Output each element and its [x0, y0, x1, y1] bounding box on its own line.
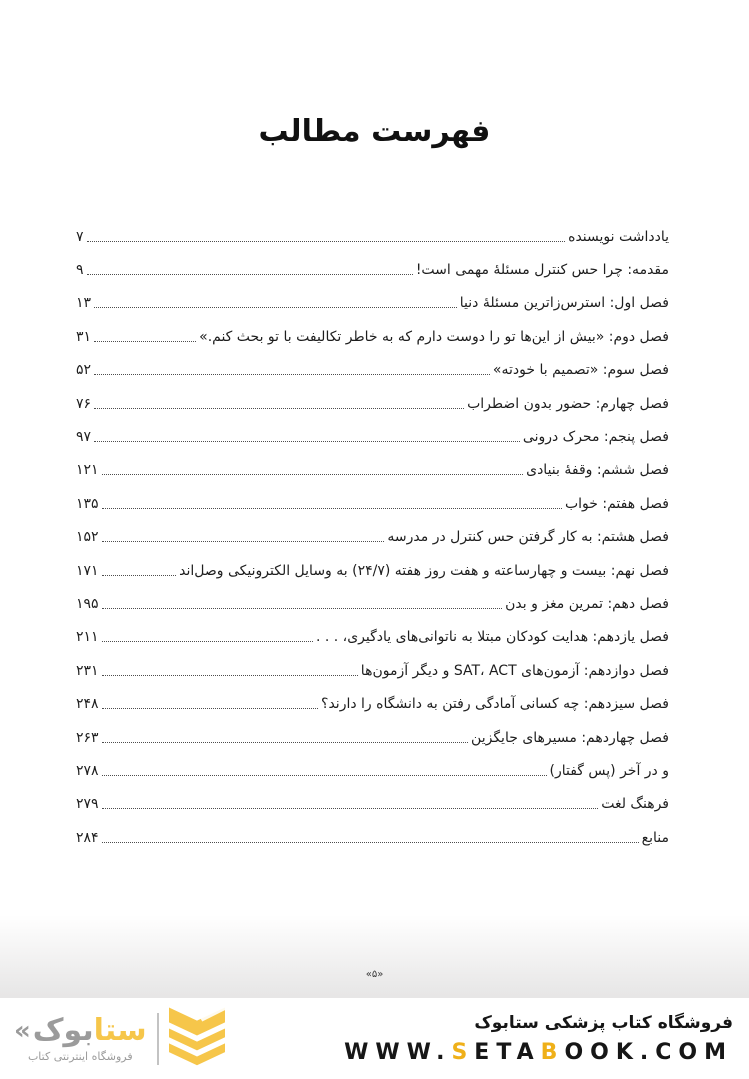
toc-entry-label: و در آخر (پس گفتار) — [549, 762, 669, 779]
toc-entry-page: ۱۳۵ — [76, 495, 99, 512]
toc-dot-leader — [102, 575, 177, 576]
toc-row — [76, 454, 669, 487]
toc-entry-page: ۲۱۱ — [76, 629, 99, 646]
toc-row — [76, 220, 669, 253]
toc-dot-leader — [102, 708, 318, 709]
toc-entry-label: فصل هفتم: خواب — [564, 495, 669, 512]
toc-dot-leader — [102, 742, 468, 743]
toc-entry-page: ۱۲۱ — [76, 462, 99, 479]
toc-row — [76, 554, 669, 587]
toc-dot-leader — [102, 641, 313, 642]
toc-dot-leader — [94, 307, 457, 308]
toc-entry-label: فصل نهم: بیست و چهارساعته و هفت روز هفته (۲۴/۷) به وسایل الکترونیکی وصل‌اند — [179, 562, 669, 579]
toc-dot-leader — [94, 441, 520, 442]
page-title: فهرست مطالب — [258, 114, 491, 149]
wordmark-gray-part: بوک — [32, 1013, 94, 1048]
toc-entry-label: فصل ششم: وقفهٔ بنیادی — [526, 462, 669, 479]
toc-row — [76, 587, 669, 620]
toc-entry-page: ۳۱ — [76, 328, 92, 345]
wordmark-yellow-part: ستا — [93, 1013, 147, 1048]
toc-entry-label: فصل دوم: «بیش از این‌ها تو را دوست دارم که به خاطر تکالیفت با تو بحث کنم.» — [199, 328, 669, 345]
toc-entry-label: فصل یازدهم: هدایت کودکان مبتلا به ناتوانی‌های یادگیری، . . . — [315, 629, 669, 646]
toc-dot-leader — [94, 408, 464, 409]
toc-entry-page: ۱۷۱ — [76, 562, 99, 579]
toc-row — [76, 788, 669, 821]
url-accent-letter: S — [451, 1039, 475, 1065]
toc-row — [76, 821, 669, 854]
setabook-logo — [14, 1007, 225, 1071]
toc-entry-label: فصل چهاردهم: مسیرهای جایگزین — [471, 729, 669, 746]
toc-row — [76, 521, 669, 554]
toc-entry-label: فصل سیزدهم: چه کسانی آمادگی رفتن به دانشگاه را دارند؟ — [321, 696, 669, 713]
toc-row — [76, 320, 669, 353]
setabook-wordmark — [14, 1014, 147, 1063]
toc-entry-page: ۲۴۸ — [76, 696, 99, 713]
toc-dot-leader — [87, 241, 566, 242]
toc-entry-page: ۹۷ — [76, 429, 92, 446]
toc-entry-page: ۱۳ — [76, 295, 92, 312]
toc-entry-label: یادداشت نویسنده — [568, 228, 669, 245]
toc-row — [76, 687, 669, 720]
toc-entry-label: مقدمه: چرا حس کنترل مسئلهٔ مهمی است! — [415, 262, 669, 279]
toc-entry-label: منابع — [641, 829, 669, 846]
toc-entry-label: فصل پنجم: محرک درونی — [522, 429, 669, 446]
toc-row — [76, 287, 669, 320]
toc-row — [76, 487, 669, 520]
toc-entry-page: ۲۶۳ — [76, 729, 99, 746]
toc-dot-leader — [102, 608, 503, 609]
toc-dot-leader — [102, 474, 524, 475]
toc-row — [76, 654, 669, 687]
toc-entry-page: ۲۸۴ — [76, 829, 99, 846]
toc-dot-leader — [102, 842, 639, 843]
url-letters: WWW. — [344, 1039, 452, 1065]
toc-dot-leader — [102, 508, 562, 509]
toc-dot-leader — [102, 675, 358, 676]
url-accent-letter: B — [540, 1039, 565, 1065]
store-name: فروشگاه کتاب پزشکی ستابوک — [474, 1012, 733, 1033]
toc-entry-page: ۲۷۸ — [76, 762, 99, 779]
toc-entry-label: فصل هشتم: به کار گرفتن حس کنترل در مدرسه — [387, 529, 669, 546]
footer-store-block — [344, 1010, 739, 1068]
logo-tagline: فروشگاه اینترنتی کتاب — [27, 1050, 133, 1063]
toc-entry-page: ۵۲ — [76, 362, 92, 379]
page-number: «۵» — [365, 969, 384, 980]
logo-divider — [157, 1013, 159, 1065]
toc-entry-label: فرهنگ لغت — [601, 796, 669, 813]
toc-row — [76, 420, 669, 453]
toc-entry-page: ۱۹۵ — [76, 595, 99, 612]
toc-row — [76, 721, 669, 754]
toc-row — [76, 754, 669, 787]
toc-entry-page: ۷ — [76, 228, 84, 245]
toc-entry-page: ۲۳۱ — [76, 662, 99, 679]
toc-entry-label: فصل سوم: «تصمیم با خودته» — [492, 362, 669, 379]
footer-banner — [0, 998, 749, 1079]
toc-dot-leader — [94, 374, 490, 375]
toc-dot-leader — [102, 541, 385, 542]
toc-entry-label: فصل اول: استرس‌زاترین مسئلهٔ دنیا — [459, 295, 669, 312]
toc-entry-label: فصل چهارم: حضور بدون اضطراب — [467, 395, 669, 412]
toc-dot-leader — [94, 341, 196, 342]
toc-entry-label: فصل دوازدهم: آزمون‌های SAT، ACT و دیگر آزمون‌ها — [360, 662, 669, 679]
guillemet-icon: « — [14, 1016, 31, 1046]
website-url — [344, 1038, 733, 1068]
chevron-emblem-icon — [169, 1007, 225, 1071]
toc-row — [76, 354, 669, 387]
toc-entry-page: ۲۷۹ — [76, 796, 99, 813]
toc-row — [76, 621, 669, 654]
toc-entry-page: ۱۵۲ — [76, 529, 99, 546]
toc-entry-label: فصل دهم: تمرین مغز و بدن — [505, 595, 669, 612]
url-letters: ETA — [474, 1039, 541, 1065]
toc-dot-leader — [102, 775, 547, 776]
toc-row — [76, 387, 669, 420]
toc-row — [76, 253, 669, 286]
toc-entry-page: ۹ — [76, 262, 84, 279]
toc-dot-leader — [102, 808, 599, 809]
toc-dot-leader — [87, 274, 413, 275]
url-letters: OOK.COM — [564, 1039, 733, 1065]
toc-entry-page: ۷۶ — [76, 395, 92, 412]
toc-list — [76, 220, 669, 854]
